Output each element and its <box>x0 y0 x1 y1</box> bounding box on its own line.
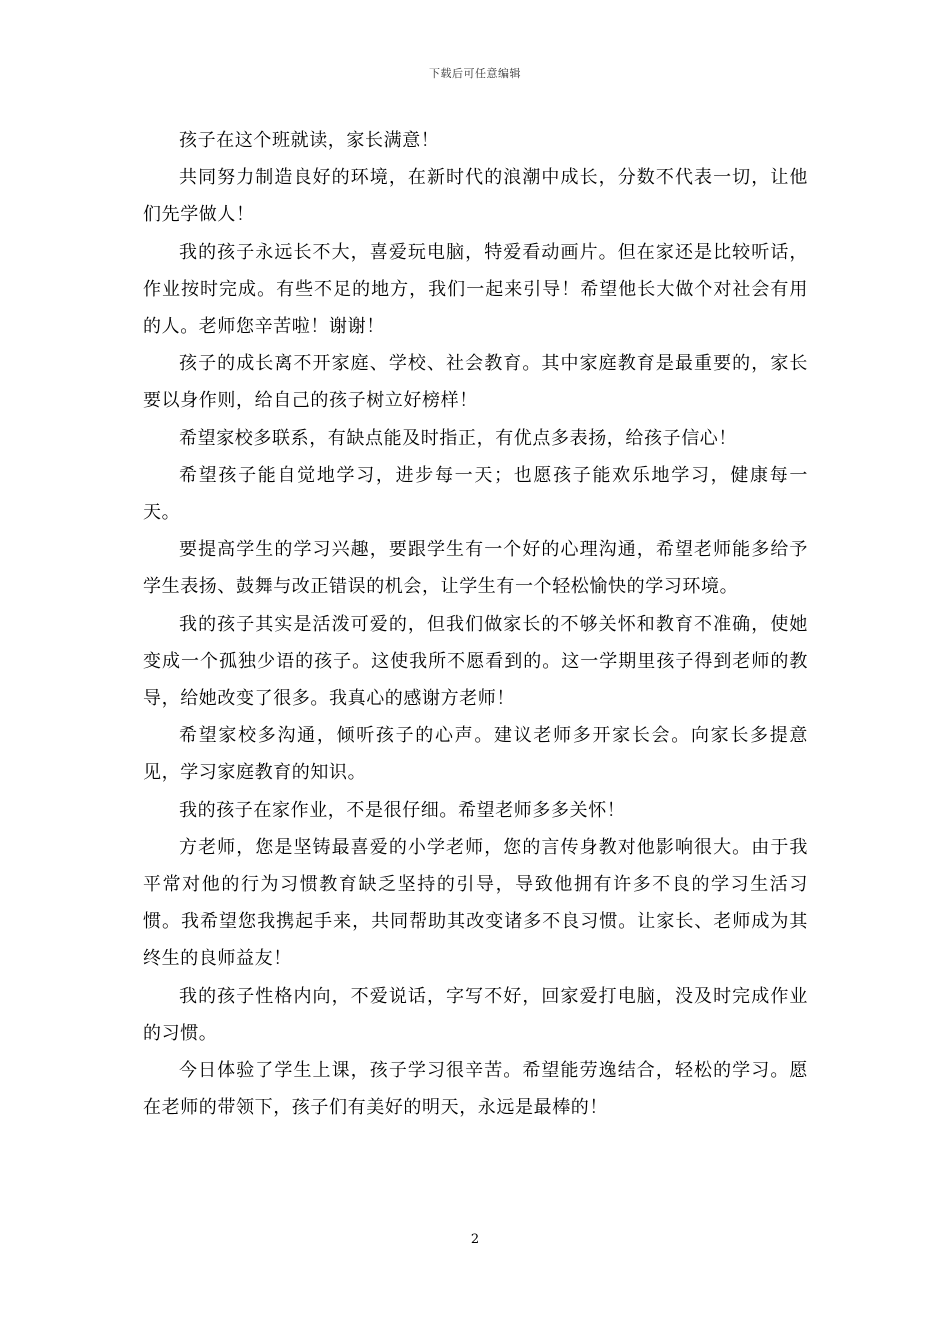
page-header: 下载后可任意编辑 <box>429 67 521 80</box>
paragraph: 孩子的成长离不开家庭、学校、社会教育。其中家庭教育是最重要的，家长要以身作则，给自己的孩子树立好榜样！ <box>143 353 808 412</box>
paragraph: 我的孩子永远长不大，喜爱玩电脑，特爱看动画片。但在家还是比较听话，作业按时完成。有些不足的地方，我们一起来引导！希望他长大做个对社会有用的人。老师您辛苦啦！谢谢！ <box>143 241 808 338</box>
paragraph: 我的孩子其实是活泼可爱的，但我们做家长的不够关怀和教育不准确，使她变成一个孤独少语的孩子。这使我所不愿看到的。这一学期里孩子得到老师的教导，给她改变了很多。我真心的感谢方老师！ <box>143 613 808 710</box>
page-number: 2 <box>470 1232 480 1247</box>
paragraph: 我的孩子性格内向，不爱说话，字写不好，回家爱打电脑，没及时完成作业的习惯。 <box>143 985 808 1044</box>
paragraph: 希望家校多联系，有缺点能及时指正，有优点多表扬，给孩子信心！ <box>179 427 737 449</box>
paragraph: 我的孩子在家作业，不是很仔细。希望老师多多关怀！ <box>179 799 626 821</box>
paragraph: 方老师，您是坚铸最喜爱的小学老师，您的言传身教对他影响很大。由于我平常对他的行为习惯教育缺乏坚持的引导，导致他拥有许多不良的学习生活习惯。我希望您我携起手来，共同帮助其改变诸多不良习惯。让家长、老师成为其终生的良师益友！ <box>143 836 808 970</box>
paragraph: 希望孩子能自觉地学习，进步每一天；也愿孩子能欢乐地学习，健康每一天。 <box>143 464 808 524</box>
paragraph: 希望家校多沟通，倾听孩子的心声。建议老师多开家长会。向家长多提意见，学习家庭教育的知识。 <box>143 725 808 784</box>
paragraph: 共同努力制造良好的环境，在新时代的浪潮中成长，分数不代表一切，让他们先学做人！ <box>143 167 808 226</box>
paragraph: 孩子在这个班就读，家长满意！ <box>179 130 440 151</box>
document-body <box>143 122 808 1126</box>
paragraph: 今日体验了学生上课，孩子学习很辛苦。希望能劳逸结合，轻松的学习。愿在老师的带领下，孩子们有美好的明天，永远是最棒的！ <box>143 1060 808 1119</box>
paragraph: 要提高学生的学习兴趣，要跟学生有一个好的心理沟通，希望老师能多给予学生表扬、鼓舞与改正错误的机会，让学生有一个轻松愉快的学习环境。 <box>143 539 808 598</box>
